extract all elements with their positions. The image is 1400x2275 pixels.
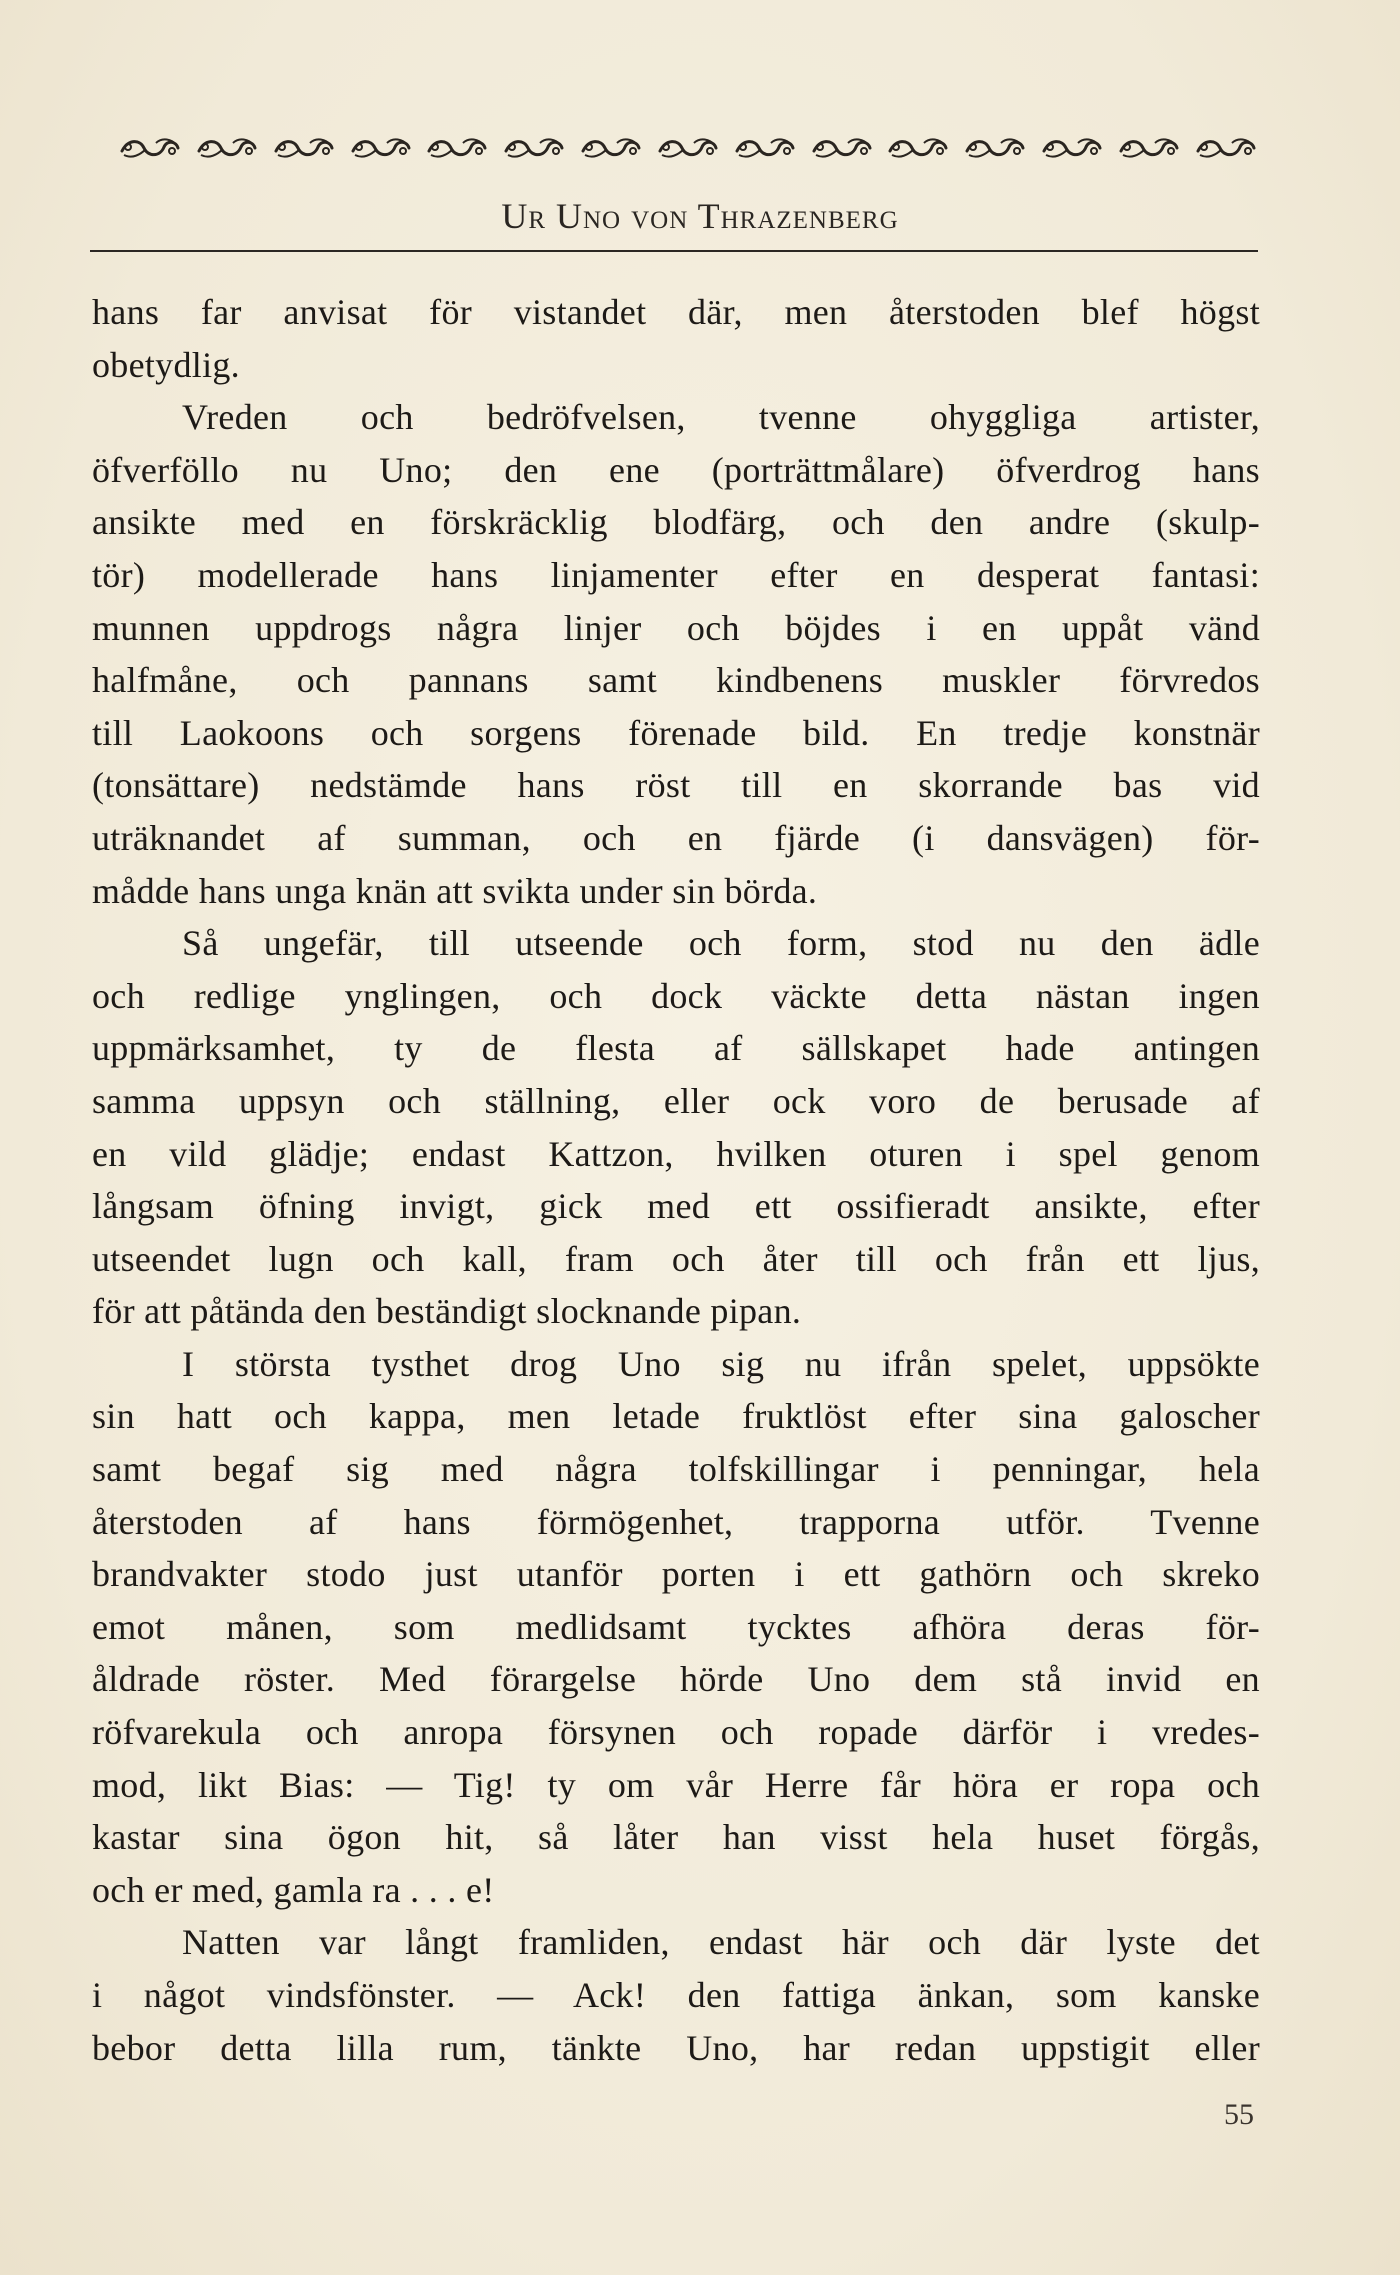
text-line: utseendet lugn och kall, fram och åter till och från ett ljus, [92,1238,1260,1279]
interlaced-scroll-icon [1040,133,1104,163]
text-line: mådde hans unga knän att svikta under sin börda. [92,870,818,911]
text-line: och er med, gamla ra . . . e! [92,1869,495,1910]
page-number: 55 [1224,2098,1254,2131]
header-rule [90,250,1258,252]
interlaced-scroll-icon [656,133,720,163]
header-ornament [118,128,1258,168]
text-line: mod, likt Bias: — Tig! ty om vår Herre får höra er ropa och [92,1764,1260,1805]
interlaced-scroll-icon [733,133,797,163]
text-line: öfverföllo nu Uno; den ene (porträttmålare) öfverdrog hans [92,449,1260,490]
interlaced-scroll-icon [810,133,874,163]
interlaced-scroll-icon [425,133,489,163]
text-line: halfmåne, och pannans samt kindbenens muskler förvredos [92,660,1260,701]
interlaced-scroll-icon [579,133,643,163]
text-line: uträknandet af summan, och en fjärde (i dansvägen) för- [92,817,1260,858]
interlaced-scroll-icon [1117,133,1181,163]
body-text [92,286,1260,2074]
text-line: kastar sina ögon hit, så låter han visst hela huset förgås, [92,1817,1260,1858]
interlaced-scroll-icon [963,133,1027,163]
interlaced-scroll-icon [502,133,566,163]
text-line: till Laokoons och sorgens förenade bild. En tredje konstnär [92,712,1260,753]
text-line: röfvarekula och anropa försynen och ropade därför i vredes- [92,1712,1260,1753]
text-line: tör) modellerade hans linjamenter efter en desperat fantasi: [92,554,1260,595]
text-line: för att påtända den beständigt slocknande pipan. [92,1291,802,1332]
text-line: sin hatt och kappa, men letade fruktlöst efter sina galoscher [92,1396,1260,1437]
text-line: Natten var långt framliden, endast här och där lyste det [182,1922,1260,1963]
text-line: emot månen, som medlidsamt tycktes afhöra deras för- [92,1606,1260,1647]
text-line: bebor detta lilla rum, tänkte Uno, har redan uppstigit eller [92,2027,1260,2068]
text-line: I största tysthet drog Uno sig nu ifrån spelet, uppsökte [182,1343,1260,1384]
text-line: samt begaf sig med några tolfskillingar i penningar, hela [92,1449,1260,1490]
interlaced-scroll-icon [272,133,336,163]
text-line: återstoden af hans förmögenhet, trapporna utför. Tvenne [92,1501,1260,1542]
text-line: långsam öfning invigt, gick med ett ossifieradt ansikte, efter [92,1186,1260,1227]
text-line: Vreden och bedröfvelsen, tvenne ohyggliga artister, [182,397,1260,438]
interlaced-scroll-icon [886,133,950,163]
interlaced-scroll-icon [118,133,182,163]
text-line: ansikte med en förskräcklig blodfärg, och den andre (skulp- [92,502,1260,543]
text-line: åldrade röster. Med förargelse hörde Uno dem stå invid en [92,1659,1260,1700]
text-line: uppmärksamhet, ty de flesta af sällskapet hade antingen [92,1028,1260,1069]
interlaced-scroll-icon [349,133,413,163]
text-line: hans far anvisat för vistandet där, men återstoden blef högst [92,292,1260,332]
text-line: samma uppsyn och ställning, eller ock voro de berusade af [92,1080,1260,1121]
text-line: obetydlig. [92,344,240,385]
text-line: och redlige ynglingen, och dock väckte detta nästan ingen [92,975,1260,1016]
text-line: i något vindsfönster. — Ack! den fattiga änkan, som kanske [92,1975,1260,2015]
text-line: en vild glädje; endast Kattzon, hvilken oturen i spel genom [92,1133,1260,1174]
interlaced-scroll-icon [195,133,259,163]
running-head: Ur Uno von Thrazenberg [501,196,899,236]
interlaced-scroll-icon [1194,133,1258,163]
text-line: (tonsättare) nedstämde hans röst till en skorrande bas vid [92,765,1260,806]
text-line: munnen uppdrogs några linjer och böjdes i en uppåt vänd [92,607,1260,648]
text-line: brandvakter stodo just utanför porten i ett gathörn och skreko [92,1554,1260,1595]
text-line: Så ungefär, till utseende och form, stod nu den ädle [182,923,1260,964]
